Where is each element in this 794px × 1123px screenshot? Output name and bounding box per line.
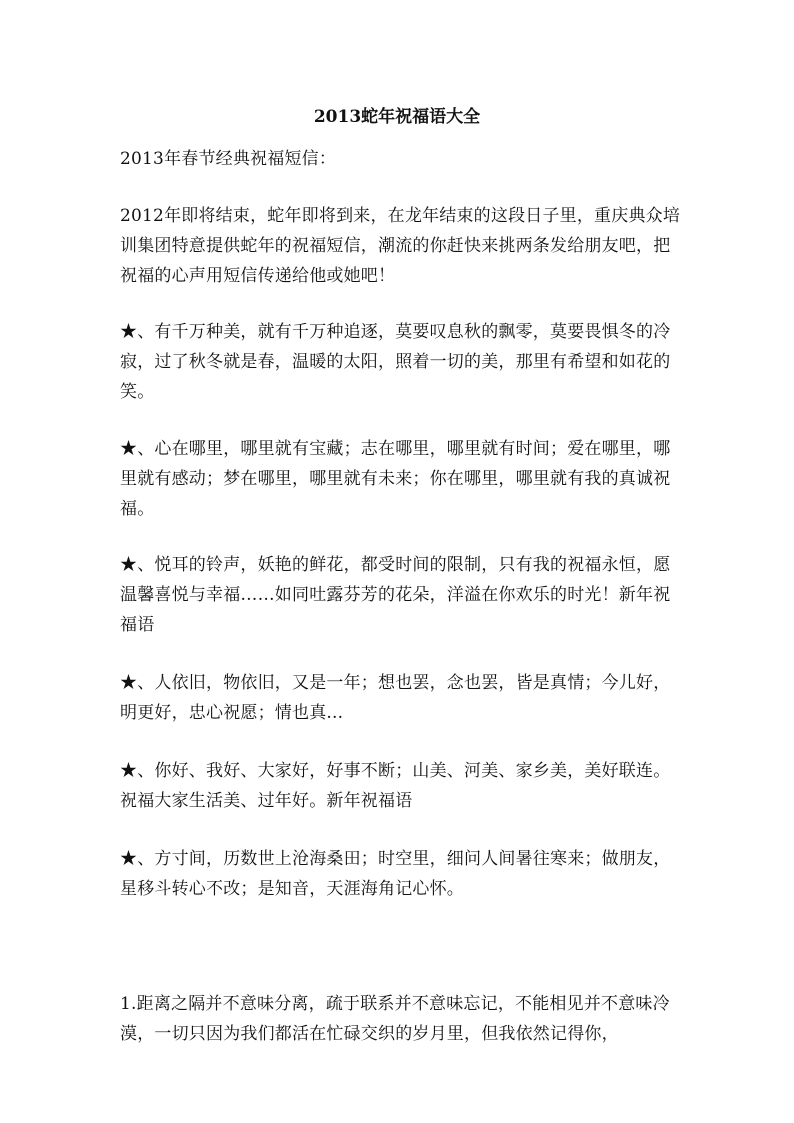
blessing-paragraph-1: ★、有千万种美，就有千万种追逐，莫要叹息秋的飘零，莫要畏惧冬的冷寂，过了秋冬就是春，温暖的太阳，照着一切的美，那里有希望和如花的笑。 (120, 322, 671, 402)
intro-paragraph: 2012年即将结束，蛇年即将到来，在龙年结束的这段日子里，重庆典众培训集团特意提供蛇年的祝福短信，潮流的你赶快来挑两条发给朋友吧，把祝福的心声用短信传递给他或她吧！ (120, 206, 681, 286)
blessing-paragraph-4: ★、人依旧，物依旧，又是一年；想也罢，念也罢，皆是真情；今儿好，明更好，忠心祝愿；情也真... (120, 673, 671, 723)
document-title: 2013蛇年祝福语大全 (313, 107, 481, 127)
blessing-paragraph-3: ★、悦耳的铃声，妖艳的鲜花，都受时间的限制，只有我的祝福永恒，愿温馨喜悦与幸福……如同吐露芬芳的花朵，洋溢在你欢乐的时光！新年祝福语 (120, 555, 671, 635)
document-subtitle: 2013年春节经典祝福短信： (120, 149, 337, 169)
blessing-paragraph-5: ★、你好、我好、大家好，好事不断；山美、河美、家乡美，美好联连。祝福大家生活美、过年好。新年祝福语 (120, 761, 671, 811)
blessing-paragraph-2: ★、心在哪里，哪里就有宝藏；志在哪里，哪里就有时间；爱在哪里，哪里就有感动；梦在哪里，哪里就有未来；你在哪里，哪里就有我的真诚祝福。 (120, 439, 671, 519)
numbered-paragraph-1: 1.距离之隔并不意味分离，疏于联系并不意味忘记，不能相见并不意味冷漠，一切只因为我们都活在忙碌交织的岁月里，但我依然记得你， (120, 994, 670, 1044)
blessing-paragraph-6: ★、方寸间，历数世上沧海桑田；时空里，细问人间暑往寒来；做朋友，星移斗转心不改；是知音，天涯海角记心怀。 (120, 849, 671, 899)
